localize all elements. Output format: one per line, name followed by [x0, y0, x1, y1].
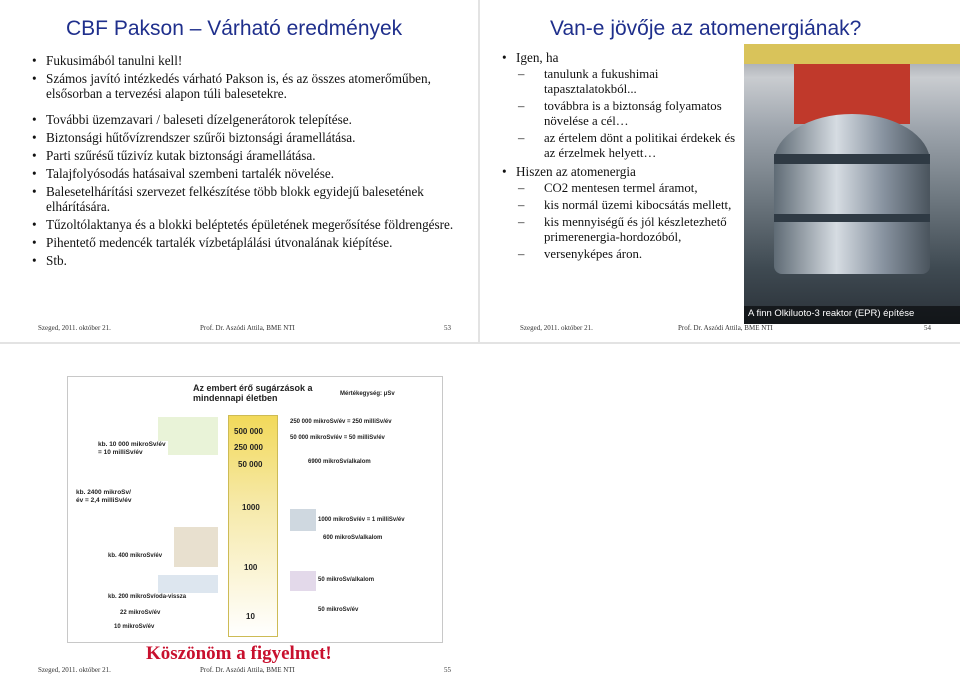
list-item [500, 50, 740, 161]
illustration-plant [290, 509, 316, 531]
footer-date: Szeged, 2011. október 21. [38, 324, 111, 332]
list-item: • Parti szűrésű tűzivíz kutak biztonsági áramellátása. [30, 148, 468, 163]
scale-value: 250 000 [234, 443, 263, 452]
unit-label: Mértékegység: μSv [340, 391, 395, 397]
dose-label: kb. 2400 mikroSv/év = 2,4 milliSv/év [76, 489, 132, 504]
vessel-ring [774, 214, 930, 222]
illustration-plane [158, 575, 218, 593]
scale-value: 50 000 [238, 460, 263, 469]
footer-author: Prof. Dr. Aszódi Attila, BME NTI [200, 666, 295, 674]
photo-caption: A finn Olkiluoto-3 reaktor (EPR) építése [748, 308, 915, 319]
sub-item: – tanulunk a fukushimai tapasztalatokból... [516, 67, 740, 97]
footer-author: Prof. Dr. Aszódi Attila, BME NTI [200, 324, 295, 332]
footer-date: Szeged, 2011. október 21. [520, 324, 593, 332]
reactor-photo [744, 44, 960, 324]
scale-value: 100 [244, 563, 258, 572]
dose-label: 600 mikroSv/alkalom [323, 535, 383, 541]
sub-list [516, 67, 740, 161]
dose-label: kb. 200 mikroSv/oda-vissza [108, 594, 187, 600]
list-item: • Tűzoltólaktanya és a blokki beléptetés épületének megerősítése földrengésre. [30, 217, 468, 232]
sub-item: – kis mennyiségű és jól készletezhető primerenergia-hordozóból, [516, 215, 740, 245]
radiation-infographic [67, 376, 443, 643]
slide-55 [0, 344, 478, 684]
scale-value: 1000 [242, 503, 260, 512]
list-item: • További üzemzavari / baleseti dízelgenerátorok telepítése. [30, 112, 468, 127]
list-item: • Balesetelhárítási szervezet felkészítése több blokk egyidejű balesetének elhárítására. [30, 184, 468, 214]
sub-item: – versenyképes áron. [516, 247, 740, 262]
vessel-ring [774, 154, 930, 164]
illustration-scan [290, 571, 316, 591]
bullet-list [30, 53, 468, 271]
dose-label: 1000 mikroSv/év = 1 milliSv/év [318, 517, 405, 523]
page-number: 55 [444, 666, 451, 674]
list-item: • Pihentető medencék tartalék vízbetáplálási útvonalának kiépítése. [30, 235, 468, 250]
slide-title: CBF Pakson – Várható eredmények [66, 17, 403, 40]
scale-value: 500 000 [234, 427, 263, 436]
sub-item: – CO2 mentesen termel áramot, [516, 181, 740, 196]
sub-list [516, 181, 740, 262]
slide-53 [0, 0, 478, 342]
scale-value: 10 [246, 612, 255, 621]
thanks-heading: Köszönöm a figyelmet! [146, 643, 332, 664]
slide-title: Van-e jövője az atomenergiának? [550, 17, 862, 40]
bullet-text: Hiszen az atomenergia [516, 164, 636, 179]
infographic-title: Az embert érő sugárzások a mindennapi életben [193, 383, 313, 403]
dose-label: kb. 400 mikroSv/év [108, 553, 163, 559]
list-item: • Talajfolyósodás hatásaival szembeni tartalék növelése. [30, 166, 468, 181]
sub-item: – kis normál üzemi kibocsátás mellett, [516, 198, 740, 213]
sub-item: – az értelem dönt a politikai érdekek és az érzelmek helyett… [516, 131, 740, 161]
crane-beam [744, 44, 960, 64]
list-item: • Fukusimából tanulni kell! [30, 53, 468, 68]
list-item: • Biztonsági hűtővízrendszer szűrői biztonsági áramellátása. [30, 130, 468, 145]
bullet-text: Igen, ha [516, 50, 559, 65]
page-number: 54 [924, 324, 931, 332]
dose-label: 50 mikroSv/alkalom [318, 577, 375, 583]
dose-label: 22 mikroSv/év [120, 610, 161, 616]
reactor-vessel [774, 114, 930, 274]
footer-author: Prof. Dr. Aszódi Attila, BME NTI [678, 324, 773, 332]
dose-label: kb. 10 000 mikroSv/év = 10 milliSv/év [98, 441, 168, 456]
dose-label: 10 mikroSv/év [114, 624, 155, 630]
list-item [500, 164, 740, 262]
dose-label: 50 mikroSv/év [318, 607, 359, 613]
slide-54 [480, 0, 960, 342]
footer-date: Szeged, 2011. október 21. [38, 666, 111, 674]
list-item: • Stb. [30, 253, 468, 268]
page-number: 53 [444, 324, 451, 332]
bullet-list [500, 50, 740, 265]
dose-label: 250 000 mikroSv/év = 250 milliSv/év [290, 419, 392, 425]
sub-item: – továbbra is a biztonság folyamatos növelése a cél… [516, 99, 740, 129]
dose-label: 50 000 mikroSv/év = 50 milliSv/év [290, 435, 385, 441]
dose-label: 6900 mikroSv/alkalom [308, 459, 371, 465]
list-item: • Számos javító intézkedés várható Pakson is, és az összes atomerőműben, elsősorban a tervezési alapon túli balesetekre. [30, 71, 468, 101]
illustration-house [174, 527, 218, 567]
